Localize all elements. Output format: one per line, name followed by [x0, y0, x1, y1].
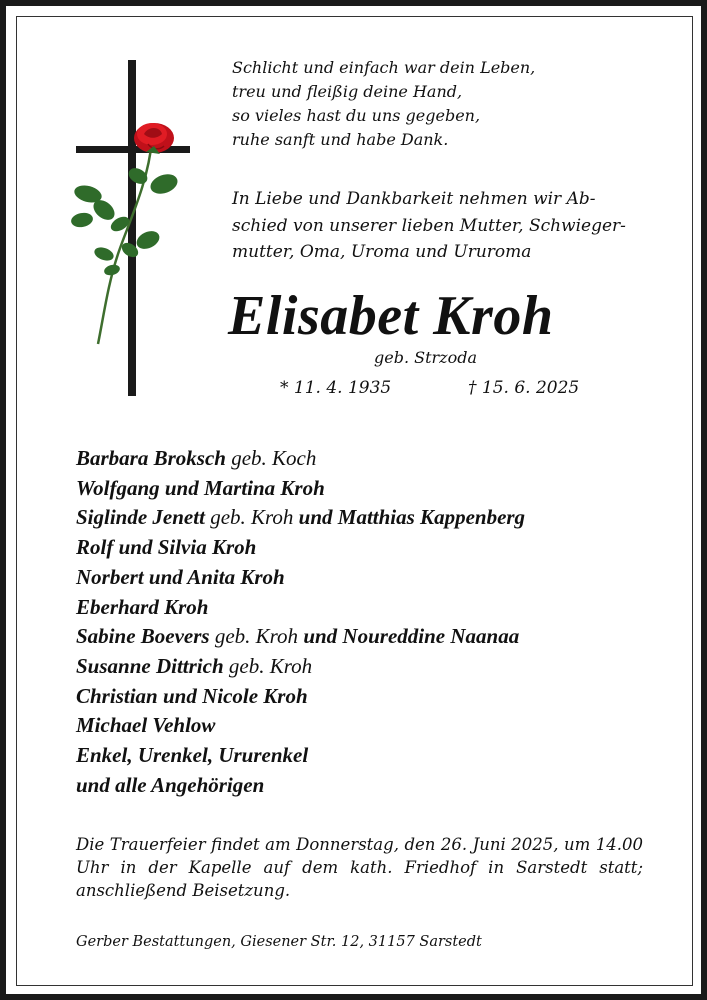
family-line	[76, 533, 676, 563]
rose-leaves	[70, 165, 180, 277]
family-line	[76, 593, 676, 623]
family-note: geb. Koch	[225, 446, 317, 470]
service-info: Die Trauerfeier findet am Donnerstag, den 26. Juni 2025, um 14.00 Uhr in der Kapelle auf dem kath. Friedhof in Sarstedt statt; anschließend Beisetzung.	[76, 835, 643, 900]
family-note: geb. Kroh	[209, 624, 304, 649]
poem-line: so vieles hast du uns gegeben,	[232, 106, 481, 125]
family-names: Wolfgang und Martina Kroh	[76, 475, 325, 500]
family-line	[76, 741, 676, 771]
death-date: † 15. 6. 2025	[468, 378, 580, 398]
birth-date: * 11. 4. 1935	[280, 378, 392, 398]
family-names: Barbara Broksch	[76, 446, 226, 470]
intro-line: In Liebe und Dankbarkeit nehmen wir Ab-	[232, 189, 596, 209]
family-names: Michael Vehlow	[76, 713, 216, 738]
cross-horizontal-bar	[76, 146, 190, 153]
family-line	[76, 622, 676, 652]
family-names: und alle Angehörigen	[76, 772, 265, 797]
family-note: geb. Kroh	[223, 653, 313, 678]
poem-line: ruhe sanft und habe Dank.	[232, 130, 449, 149]
poem-line: treu und fleißig deine Hand,	[232, 82, 463, 101]
family-list	[76, 444, 676, 800]
birth-name: geb. Strzoda	[374, 348, 478, 367]
family-names: Rolf und Silvia Kroh	[76, 535, 257, 560]
poem	[232, 56, 652, 152]
family-line	[76, 474, 676, 504]
family-names: Enkel, Urenkel, Ururenkel	[76, 743, 309, 768]
family-line	[76, 444, 676, 474]
cross-with-rose-icon	[68, 54, 198, 404]
cross-vertical-bar	[128, 60, 136, 396]
family-partner: und Noureddine Naanaa	[303, 624, 520, 649]
family-names: Sabine Boevers	[76, 624, 210, 649]
undertaker-info: Gerber Bestattungen, Giesener Str. 12, 31157 Sarstedt	[76, 934, 482, 950]
family-names: Eberhard Kroh	[76, 594, 209, 619]
intro-text	[232, 186, 652, 266]
family-line	[76, 563, 676, 593]
intro-line: mutter, Oma, Uroma und Ururoma	[232, 242, 532, 262]
family-names: Siglinde Jenett	[76, 505, 205, 530]
family-line	[76, 711, 676, 741]
family-line	[76, 771, 676, 801]
family-line	[76, 682, 676, 712]
intro-line: schied von unserer lieben Mutter, Schwieger-	[232, 215, 626, 236]
family-names: Christian und Nicole Kroh	[76, 683, 308, 708]
family-names: Norbert und Anita Kroh	[76, 564, 285, 589]
poem-line: Schlicht und einfach war dein Leben,	[232, 58, 536, 77]
family-line	[76, 652, 676, 682]
family-names: Susanne Dittrich	[76, 653, 224, 678]
deceased-name: Elisabet Kroh	[228, 285, 554, 347]
family-partner: und Matthias Kappenberg	[298, 505, 526, 530]
family-line	[76, 503, 676, 533]
family-note: geb. Kroh	[204, 505, 299, 530]
